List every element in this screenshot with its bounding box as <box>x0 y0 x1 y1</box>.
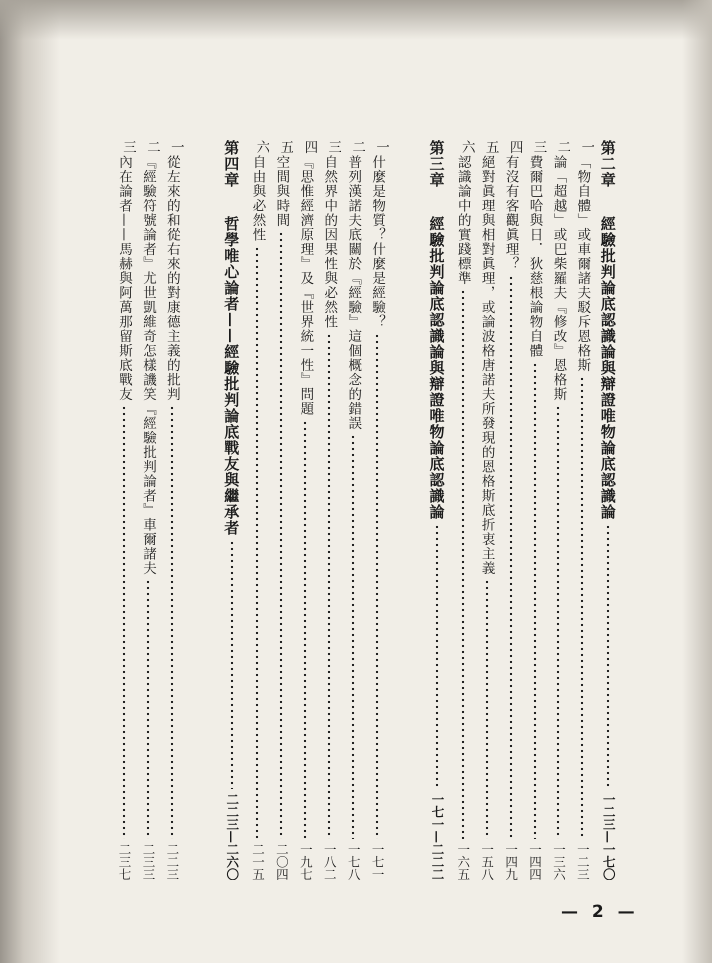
toc-entry <box>136 140 160 880</box>
dot-leader <box>475 579 499 839</box>
section-title: 論「超越」或巴柴羅夫『修改』恩格斯 <box>550 154 567 401</box>
chapter-title: 哲學唯心論者——經驗批判論底戰友與繼承者 <box>222 216 241 536</box>
toc-entry <box>112 140 136 880</box>
section-number: 四 <box>506 140 523 155</box>
dot-leader <box>594 524 622 789</box>
scan-shadow-left <box>0 0 60 963</box>
chapter-heading <box>423 140 451 880</box>
section-title: 認識論中的實踐標準 <box>454 154 471 285</box>
dot-leader <box>246 246 270 839</box>
section-number: 二 <box>143 140 160 155</box>
chapter-title: 經驗批判論底認識論與辯證唯物論底認識論 <box>598 216 617 520</box>
section-page: 二三七 <box>117 842 133 880</box>
toc-entry <box>269 140 293 880</box>
chapter-pages: 一二三—一七〇 <box>601 792 617 880</box>
section-title: 普列漢諾夫底關於『經驗』這個概念的錯誤 <box>345 154 362 430</box>
chapter-heading <box>594 140 622 880</box>
section-title: 從左來的和從右來的對康德主義的批判 <box>163 154 180 401</box>
section-number: 三 <box>325 140 342 155</box>
section-title: 有沒有客觀眞理？ <box>502 154 519 271</box>
toc-entry <box>246 140 270 880</box>
section-page: 一七八 <box>346 842 362 880</box>
section-title: 「物自體」或車爾諸夫駁斥恩格斯 <box>574 154 591 372</box>
dot-leader <box>547 405 571 839</box>
toc-entry <box>499 140 523 880</box>
section-title: 自由與必然性 <box>249 154 266 242</box>
dot-leader <box>499 275 523 839</box>
section-number: 五 <box>277 140 294 155</box>
section-number: 四 <box>301 140 318 155</box>
dot-leader <box>523 362 547 839</box>
dot-leader <box>451 289 475 839</box>
toc-entry <box>570 140 594 880</box>
chapter-title: 經驗批判論底認識論與辯證唯物論底認識論 <box>427 216 446 520</box>
dot-leader <box>365 333 389 839</box>
section-page: 一九七 <box>298 842 314 880</box>
toc-entry <box>475 140 499 880</box>
section-title: 什麼是物質？什麼是經驗？ <box>369 154 386 329</box>
dot-leader <box>423 524 451 789</box>
scan-shadow-top <box>0 0 712 40</box>
section-title: 『思惟經濟原理』及『世界統一性』問題 <box>297 154 314 416</box>
scan-shadow-right <box>682 0 712 963</box>
chapter-pages: 二二三—二六〇 <box>224 792 240 880</box>
dot-leader <box>112 405 136 839</box>
dot-leader <box>160 405 184 839</box>
section-title: 『經驗符號論者』尤世凱維奇怎樣譏笑『經驗批判論者』車爾諸夫 <box>139 154 156 575</box>
section-page: 一四九 <box>503 842 519 880</box>
section-page: 二〇四 <box>274 842 290 880</box>
section-title: 費爾巴哈與日．狄慈根論物自體 <box>526 154 543 358</box>
section-number: 六 <box>458 140 475 155</box>
section-number: 五 <box>482 140 499 155</box>
section-page: 一五八 <box>479 842 495 880</box>
section-number: 六 <box>253 140 270 155</box>
section-title: 內在論者——馬赫與阿萬那留斯底戰友 <box>116 154 133 401</box>
section-number: 一 <box>578 140 595 155</box>
dot-leader <box>293 420 317 839</box>
section-page: 一三六 <box>551 842 567 880</box>
chapter-number: 第三章 <box>427 140 446 188</box>
table-of-contents <box>112 140 622 880</box>
page-number: — 2 — <box>561 902 639 922</box>
chapter-heading <box>218 140 246 880</box>
section-number: 二 <box>554 140 571 155</box>
section-page: 一六五 <box>455 842 471 880</box>
dot-leader <box>317 333 341 839</box>
dot-leader <box>218 540 246 789</box>
toc-entry <box>365 140 389 880</box>
section-number: 一 <box>373 140 390 155</box>
dot-leader <box>570 376 594 839</box>
toc-entry <box>293 140 317 880</box>
section-page: 二三三 <box>140 842 156 880</box>
section-number: 一 <box>167 140 184 155</box>
section-page: 一二三 <box>575 842 591 880</box>
section-page: 二二三 <box>164 842 180 880</box>
chapter-number: 第四章 <box>222 140 241 188</box>
section-page: 一七一 <box>370 842 386 880</box>
dot-leader <box>341 434 365 839</box>
chapter-pages: 一七一—二二二 <box>429 792 445 880</box>
toc-entry <box>341 140 365 880</box>
section-number: 三 <box>120 140 136 155</box>
section-title: 絕對眞理與相對眞理，或論波格唐諾夫所發現的恩格斯底折衷主義 <box>478 154 495 575</box>
toc-entry <box>160 140 184 880</box>
dot-leader <box>269 231 293 839</box>
toc-entry <box>523 140 547 880</box>
chapter-number: 第二章 <box>598 140 617 188</box>
section-number: 二 <box>349 140 366 155</box>
section-page: 一四四 <box>527 842 543 880</box>
section-title: 空間與時間 <box>273 154 290 227</box>
toc-entry <box>547 140 571 880</box>
section-title: 自然界中的因果性與必然性 <box>321 154 338 329</box>
toc-entry <box>317 140 341 880</box>
section-page: 二一五 <box>250 842 266 880</box>
dot-leader <box>136 579 160 839</box>
toc-entry <box>451 140 475 880</box>
section-page: 一八二 <box>322 842 338 880</box>
section-number: 三 <box>530 140 547 155</box>
